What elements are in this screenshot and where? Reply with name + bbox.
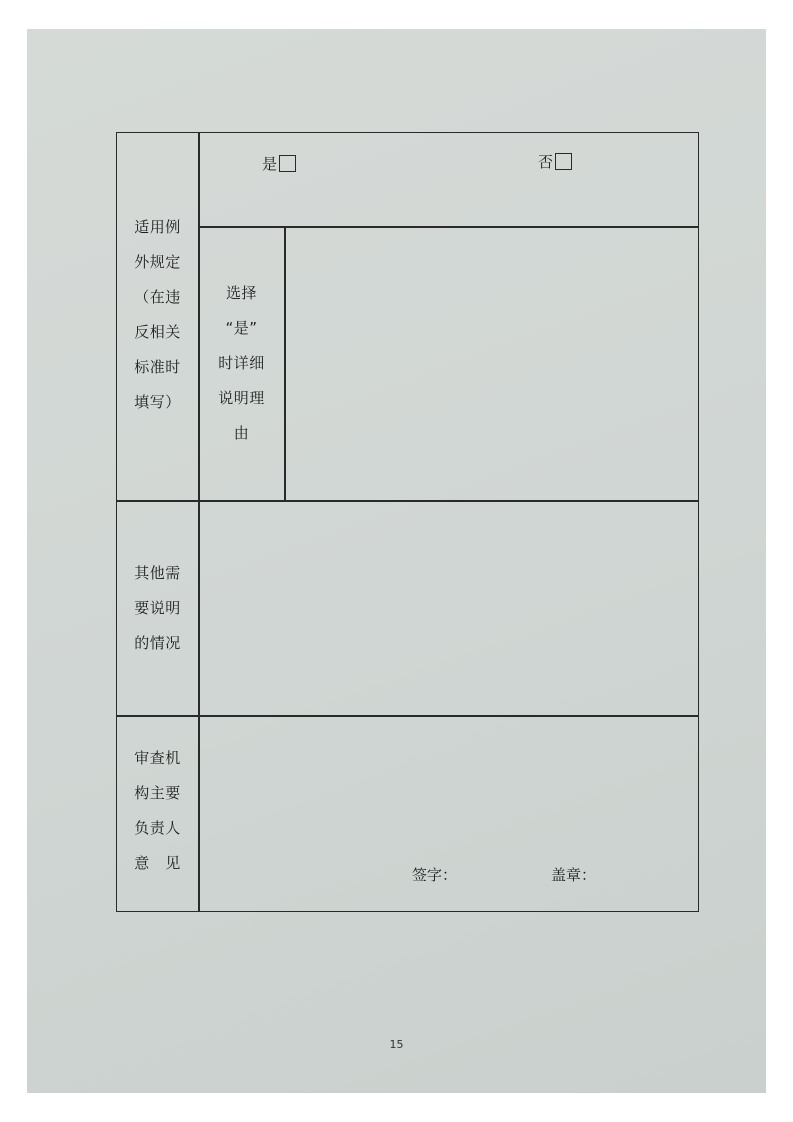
exception-label-line: 填写） — [134, 393, 181, 411]
seal-label: 盖章： — [551, 866, 597, 884]
other-label-line: 要说明 — [134, 599, 181, 617]
review-label-line: 审查机 — [134, 749, 181, 767]
yes-checkbox[interactable] — [279, 155, 296, 172]
form-table — [116, 132, 699, 912]
reason-input-area[interactable] — [286, 228, 698, 500]
other-label-line: 其他需 — [134, 564, 181, 582]
exception-label-line: 标准时 — [134, 358, 181, 376]
exception-label-line: （在违 — [134, 288, 181, 306]
signature-label: 签字： — [412, 866, 458, 884]
no-checkbox[interactable] — [555, 153, 572, 170]
review-label-line: 意 见 — [134, 854, 181, 872]
review-label-line: 负责人 — [134, 819, 181, 837]
no-option[interactable] — [538, 151, 572, 172]
reason-label — [199, 276, 284, 451]
reason-label-line: 选择 — [225, 284, 257, 302]
yes-label: 是 — [262, 155, 278, 173]
exception-label-line: 外规定 — [134, 253, 181, 271]
reason-label-line: “是” — [225, 319, 258, 337]
other-label-line: 的情况 — [134, 634, 181, 652]
review-input-area[interactable] — [200, 717, 698, 867]
other-input-area[interactable] — [200, 502, 698, 715]
reason-label-line: 由 — [233, 424, 250, 442]
reason-label-line: 时详细 — [218, 354, 265, 372]
no-label: 否 — [538, 153, 554, 171]
exception-label-line: 适用例 — [134, 218, 181, 236]
review-label — [117, 741, 198, 881]
review-label-line: 构主要 — [134, 784, 181, 802]
exception-label-line: 反相关 — [134, 323, 181, 341]
page-number: 15 — [389, 1038, 404, 1051]
yes-option[interactable] — [262, 153, 296, 174]
other-label — [117, 556, 198, 661]
exception-label — [117, 210, 198, 420]
reason-label-line: 说明理 — [218, 389, 265, 407]
